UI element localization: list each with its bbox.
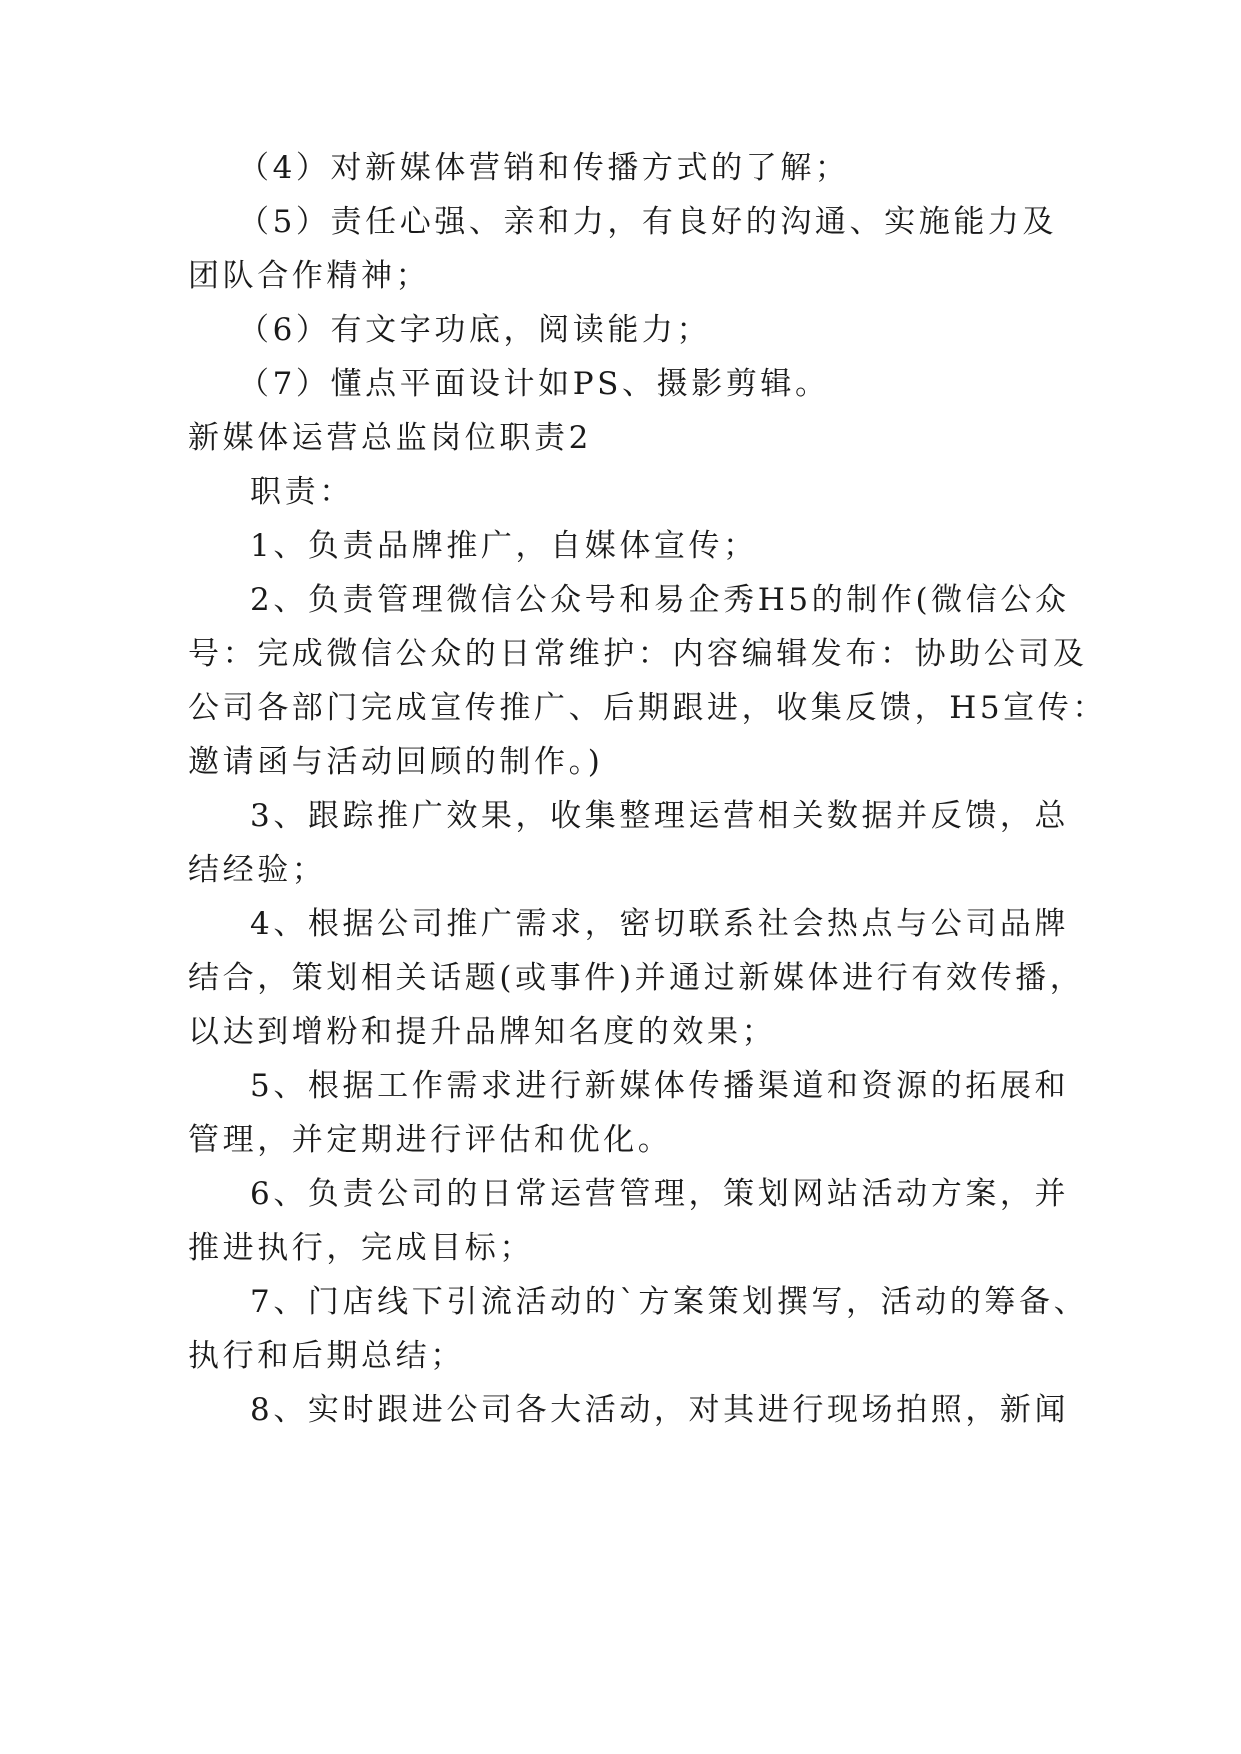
text-line: 结经验； [188, 852, 327, 888]
text-line: （5）责任心强、亲和力，有良好的沟通、实施能力及 [238, 204, 1058, 240]
list-item: 8、实时跟进公司各大活动，对其进行现场拍照，新闻 [250, 1392, 1070, 1428]
text-line: 团队合作精神； [188, 258, 431, 294]
list-item: 1、负责品牌推广，自媒体宣传； [250, 528, 758, 564]
text-line: 结合，策划相关话题(或事件)并通过新媒体进行有效传播， [188, 960, 1085, 996]
list-item: 5、根据工作需求进行新媒体传播渠道和资源的拓展和 [250, 1068, 1070, 1104]
text-line: 邀请函与活动回顾的制作。) [188, 744, 604, 780]
text-line: （6）有文字功底，阅读能力； [238, 312, 712, 348]
list-item: 7、门店线下引流活动的`方案策划撰写，活动的筹备、 [250, 1284, 1089, 1320]
text-line: 号：完成微信公众的日常维护：内容编辑发布：协助公司及 [188, 636, 1088, 672]
text-line: 以达到增粉和提升品牌知名度的效果； [188, 1014, 777, 1050]
text-line: 职责： [250, 474, 354, 510]
text-line: 执行和后期总结； [188, 1338, 465, 1374]
text-line: 推进执行，完成目标； [188, 1230, 534, 1266]
text-line: （4）对新媒体营销和传播方式的了解； [238, 150, 850, 186]
text-line: 管理，并定期进行评估和优化。 [188, 1122, 673, 1158]
list-item: 2、负责管理微信公众号和易企秀H5的制作(微信公众 [250, 582, 1070, 618]
text-line: （7）懂点平面设计如PS、摄影剪辑。 [238, 366, 830, 402]
section-heading: 新媒体运营总监岗位职责2 [188, 420, 592, 456]
text-line: 公司各部门完成宣传推广、后期跟进，收集反馈，H5宣传： [188, 690, 1107, 726]
list-item: 3、跟踪推广效果，收集整理运营相关数据并反馈，总 [250, 798, 1070, 834]
list-item: 6、负责公司的日常运营管理，策划网站活动方案，并 [250, 1176, 1070, 1212]
list-item: 4、根据公司推广需求，密切联系社会热点与公司品牌 [250, 906, 1070, 942]
